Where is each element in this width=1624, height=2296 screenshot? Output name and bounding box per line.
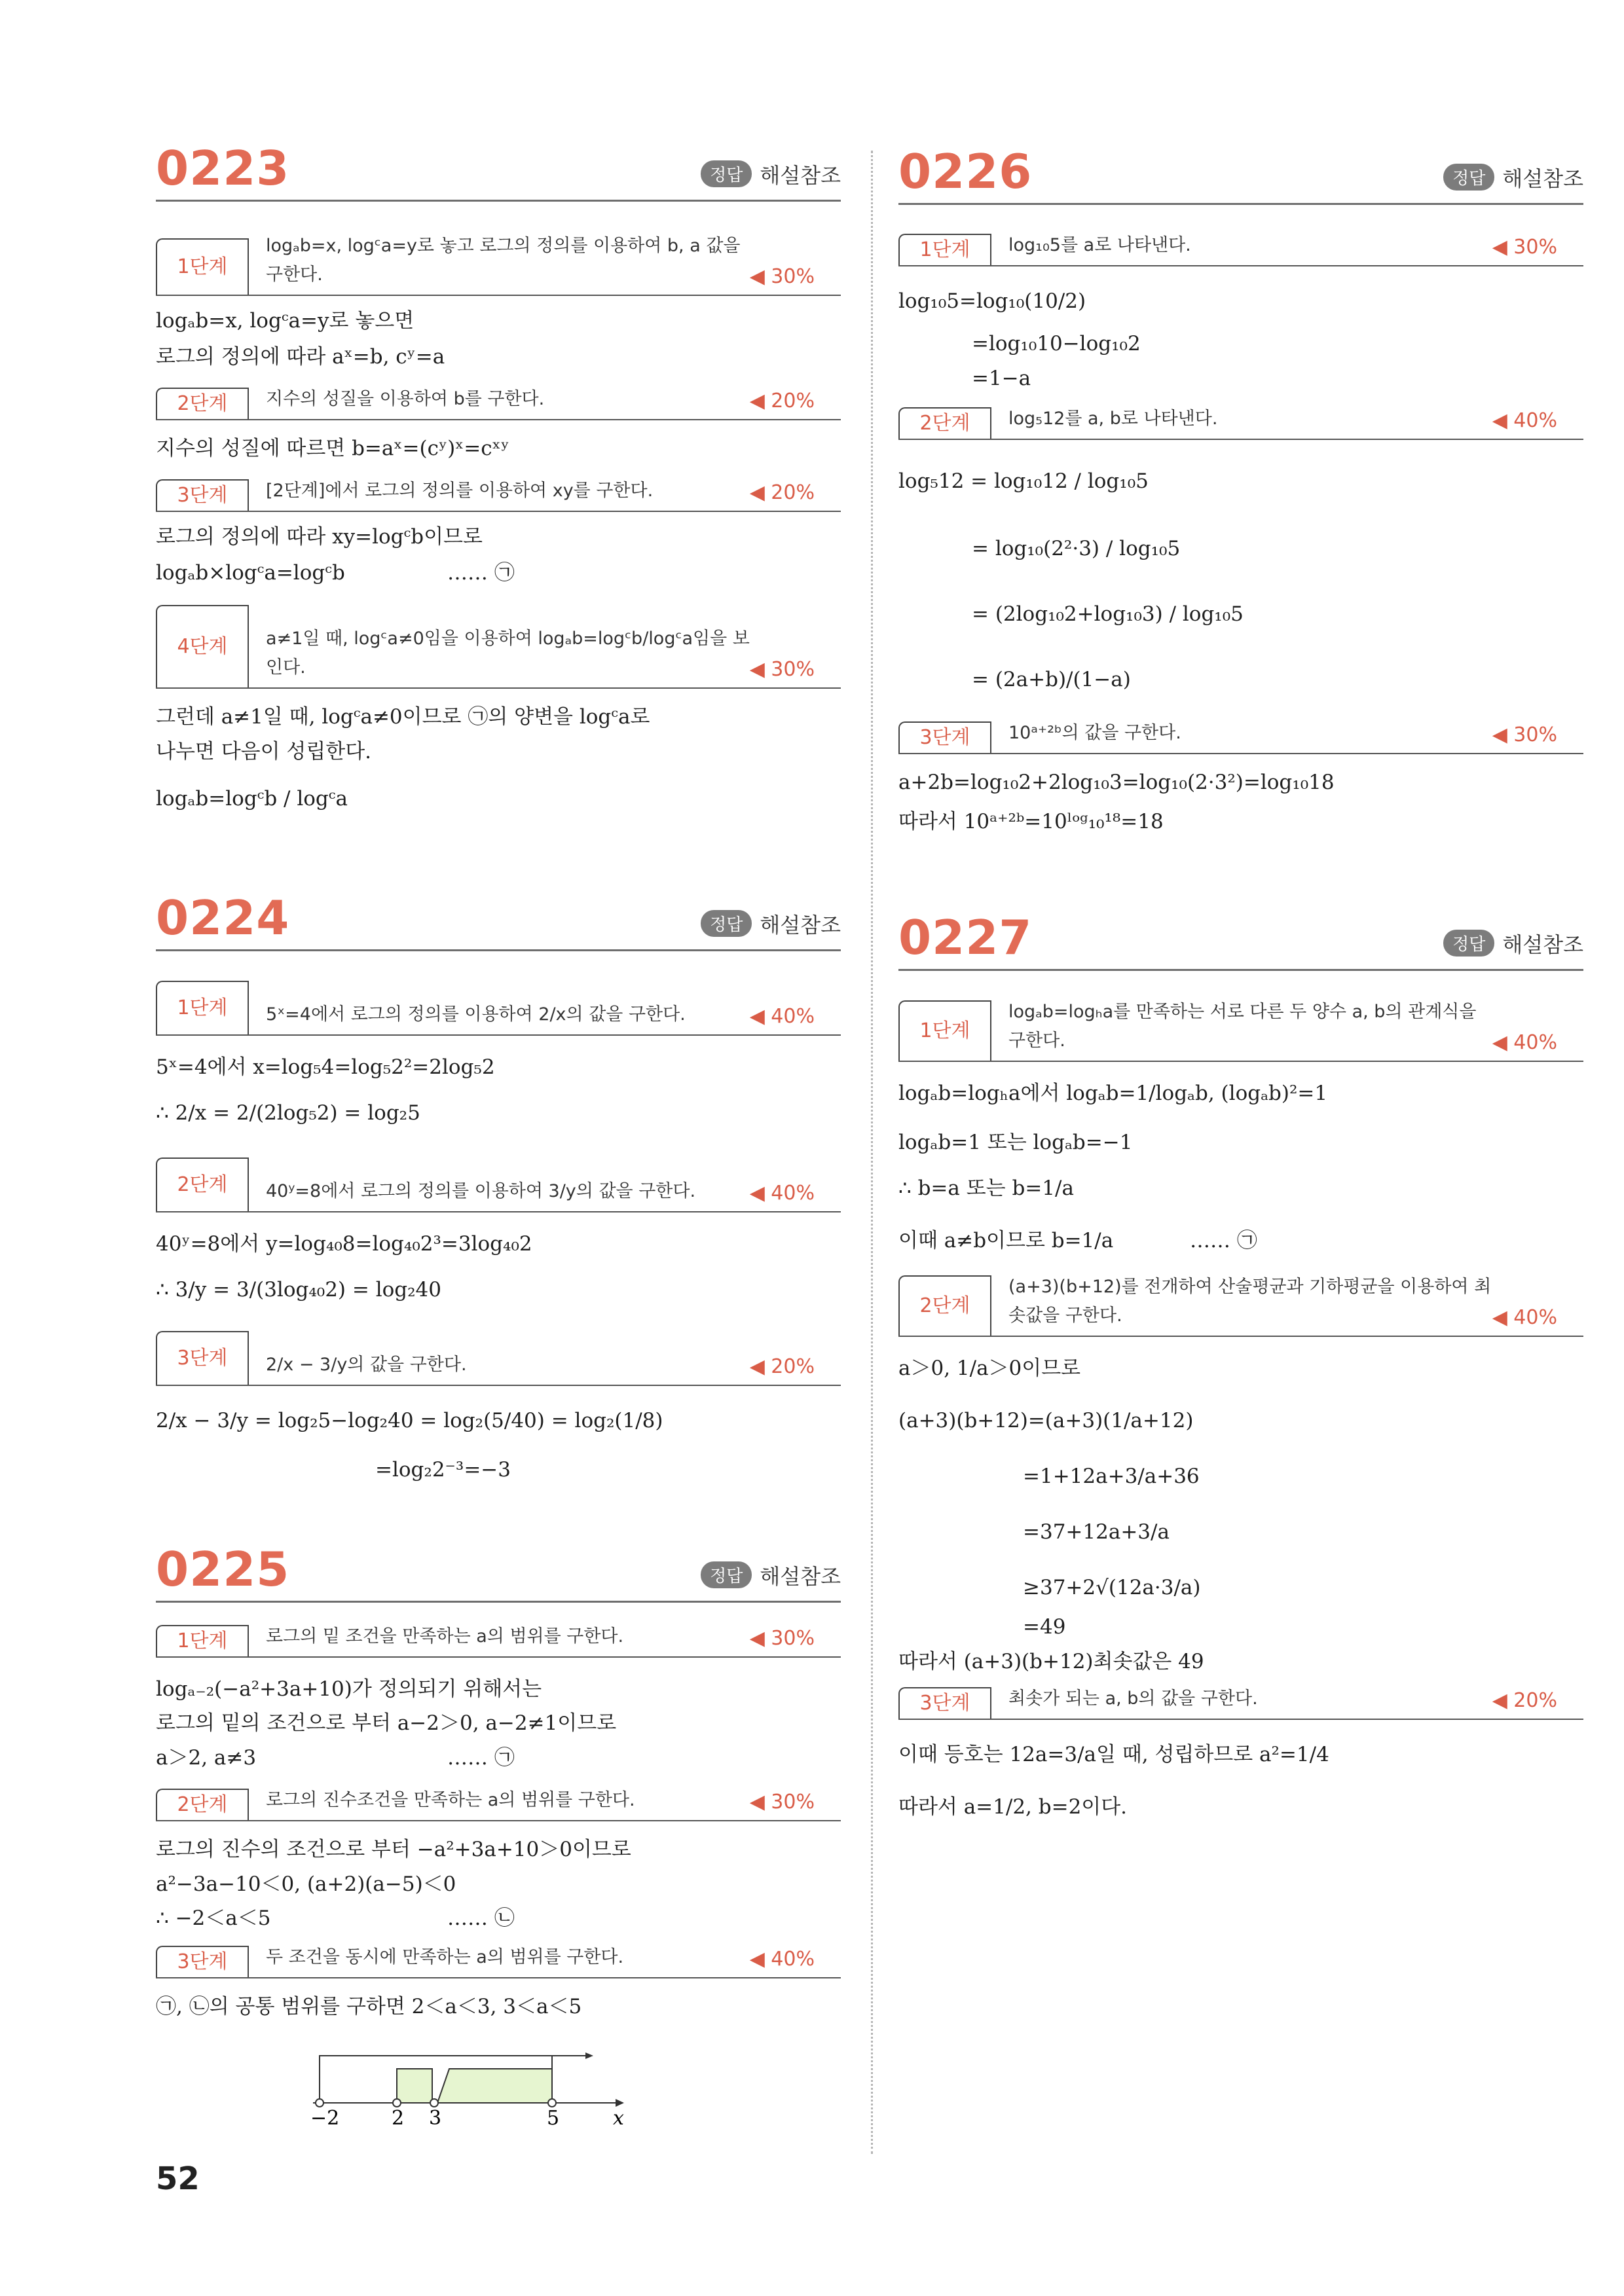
step-0226-2 [898, 406, 1583, 440]
solution-line: ㉠, ㉡의 공통 범위를 구하면 2＜a＜3, 3＜a＜5 [156, 1995, 582, 2018]
step-0224-1 [156, 979, 841, 1036]
step-percent: ◀ 40% [1492, 1031, 1557, 1054]
tick-label: −2 [310, 2107, 340, 2130]
solution-line: 로그의 밑의 조건으로 부터 a−2＞0, a−2≠1이므로 [156, 1711, 617, 1735]
step-description: (a+3)(b+12)를 전개하여 산술평균과 기하평균을 이용하여 최솟값을 구한다. [1008, 1277, 1492, 1326]
step-0224-3 [156, 1329, 841, 1386]
solution-line: logₐb=x, logᶜa=y로 놓으면 [156, 309, 415, 333]
solution-line: 따라서 a=1/2, b=2이다. [898, 1795, 1128, 1819]
solution-line: 이때 등호는 12a=3/a일 때, 성립하므로 a²=1/4 [898, 1743, 1329, 1766]
solution-line: a²−3a−10＜0, (a+2)(a−5)＜0 [156, 1872, 456, 1896]
equation-marker: …… ㉠ [1190, 1229, 1257, 1252]
solution-line: logₐb=1 또는 logₐb=−1 [898, 1131, 1133, 1154]
answer-text: 해설참조 [1502, 932, 1583, 957]
step-label: 2단계 [898, 1275, 991, 1336]
step-percent: ◀ 40% [749, 1182, 815, 1205]
solution-line: 로그의 진수의 조건으로 부터 −a²+3a+10＞0이므로 [156, 1838, 631, 1861]
open-point--2 [316, 2099, 323, 2107]
solution-line: = (2a+b)/(1−a) [972, 668, 1131, 691]
page-number: 52 [156, 2160, 200, 2197]
solution-line: logₐ₋₂(−a²+3a+10)가 정의되기 위해서는 [156, 1677, 542, 1701]
answer-text: 해설참조 [760, 1564, 841, 1589]
solution-line: ∴ 2/x = 2/(2log₅2) = log₂5 [156, 1101, 420, 1125]
step-label: 2단계 [156, 388, 249, 419]
solution-line: ∴ b=a 또는 b=1/a [898, 1176, 1074, 1200]
step-description: a≠1일 때, logᶜa≠0임을 이용하여 logₐb=logᶜb/logᶜa임을 보인다. [266, 629, 750, 678]
step-0223-1 [156, 236, 841, 296]
step-0226-1 [898, 232, 1583, 266]
open-point-3 [430, 2099, 438, 2107]
answer-badge: 정답 [701, 910, 752, 937]
problem-header-0227 [898, 897, 1583, 971]
problem-header-0224 [156, 877, 841, 951]
solution-line: 따라서 (a+3)(b+12)최솟값은 49 [898, 1650, 1204, 1673]
problem-number: 0225 [156, 1542, 290, 1597]
step-percent: ◀ 40% [1492, 409, 1557, 432]
answer-text: 해설참조 [1502, 166, 1583, 191]
solution-line: 그런데 a≠1일 때, logᶜa≠0이므로 ㉠의 양변을 logᶜa로 [156, 705, 650, 729]
answer-badge: 정답 [701, 1561, 752, 1588]
solution-line: ∴ 3/y = 3/(3log₄₀2) = log₂40 [156, 1278, 441, 1302]
equation-marker: …… ㉠ [447, 561, 515, 585]
step-description: [2단계]에서 로그의 정의를 이용하여 xy를 구한다. [266, 481, 654, 501]
step-description: log₁₀5를 a로 나타낸다. [1008, 235, 1191, 255]
solution-line: logₐb×logᶜa=logᶜb [156, 561, 345, 585]
solution-line: 따라서 10ᵃ⁺²ᵇ=10ˡᵒᵍ₁₀¹⁸=18 [898, 810, 1164, 833]
step-0227-3 [898, 1686, 1583, 1720]
answer-badge: 정답 [1443, 164, 1494, 191]
step-description: 40ʸ=8에서 로그의 정의를 이용하여 3/y의 값을 구한다. [266, 1181, 696, 1201]
step-description: 지수의 성질을 이용하여 b를 구한다. [266, 389, 545, 409]
solution-line: log₅12 = log₁₀12 / log₁₀5 [898, 469, 1149, 493]
solution-line: a＞2, a≠3 [156, 1746, 257, 1770]
step-0225-3 [156, 1944, 841, 1978]
solution-line: a+2b=log₁₀2+2log₁₀3=log₁₀(2·3²)=log₁₀18 [898, 771, 1335, 794]
problem-number: 0226 [898, 144, 1033, 199]
step-percent: ◀ 40% [1492, 1306, 1557, 1329]
step-description: logₐb=x, logᶜa=y로 놓고 로그의 정의를 이용하여 b, a 값을 구한다. [266, 236, 741, 285]
step-percent: ◀ 40% [749, 1948, 815, 1971]
step-description: logₐb=logₕa를 만족하는 서로 다른 두 양수 a, b의 관계식을 구한다. [1008, 1002, 1477, 1051]
axis-label: x [613, 2107, 624, 2130]
problem-number: 0224 [156, 890, 290, 945]
solution-line: ∴ −2＜a＜5 [156, 1906, 271, 1930]
solution-line: = log₁₀(2²·3) / log₁₀5 [972, 537, 1181, 560]
step-label: 3단계 [898, 1687, 991, 1719]
step-percent: ◀ 30% [749, 1627, 815, 1650]
answer-tag [701, 909, 841, 939]
solution-line: =log₂2⁻³=−3 [375, 1458, 511, 1482]
solution-line: logₐb=logᶜb / logᶜa [156, 787, 348, 811]
step-percent: ◀ 30% [1492, 723, 1557, 746]
step-label: 3단계 [156, 479, 249, 511]
step-0225-1 [156, 1624, 841, 1658]
step-percent: ◀ 20% [749, 390, 815, 412]
step-description: 두 조건을 동시에 만족하는 a의 범위를 구한다. [266, 1947, 624, 1967]
step-percent: ◀ 30% [749, 1791, 815, 1813]
problem-number: 0227 [898, 910, 1033, 965]
solution-line: =1+12a+3/a+36 [1023, 1465, 1200, 1488]
solution-line: = (2log₁₀2+log₁₀3) / log₁₀5 [972, 602, 1244, 626]
step-label: 3단계 [156, 1331, 249, 1385]
step-percent: ◀ 20% [749, 481, 815, 504]
solution-line: log₁₀5=log₁₀(10/2) [898, 289, 1086, 313]
answer-tag [701, 1560, 841, 1590]
solution-line: 로그의 정의에 따라 aˣ=b, cʸ=a [156, 345, 445, 369]
answer-badge: 정답 [1443, 930, 1494, 957]
step-description: 10ᵃ⁺²ᵇ의 값을 구한다. [1008, 723, 1181, 743]
step-label: 1단계 [156, 1625, 249, 1656]
problem-header-0225 [156, 1529, 841, 1603]
step-label: 3단계 [156, 1946, 249, 1977]
open-point-2 [393, 2099, 401, 2107]
step-label: 2단계 [156, 1789, 249, 1820]
step-0226-3 [898, 720, 1583, 754]
step-description: 로그의 밑 조건을 만족하는 a의 범위를 구한다. [266, 1626, 624, 1647]
step-label: 3단계 [898, 721, 991, 753]
solution-line: a＞0, 1/a＞0이므로 [898, 1357, 1081, 1380]
step-0227-2 [898, 1273, 1583, 1337]
problem-header-0223 [156, 128, 841, 202]
solution-line: 40ʸ=8에서 y=log₄₀8=log₄₀2³=3log₄₀2 [156, 1232, 532, 1256]
solution-line: =1−a [972, 367, 1031, 390]
open-point-5 [548, 2099, 556, 2107]
solution-line: =log₁₀10−log₁₀2 [972, 332, 1141, 355]
column-divider [871, 151, 873, 2154]
shaded-interval-3-5 [437, 2069, 552, 2103]
step-label: 2단계 [156, 1157, 249, 1211]
step-0223-2 [156, 386, 841, 420]
problem-number: 0223 [156, 141, 290, 196]
shaded-interval-2-3 [397, 2069, 432, 2103]
step-description: 2/x − 3/y의 값을 구한다. [266, 1355, 467, 1375]
solution-line: 나누면 다음이 성립한다. [156, 740, 372, 763]
step-description: 최솟가 되는 a, b의 값을 구한다. [1008, 1688, 1258, 1709]
step-0227-1 [898, 998, 1583, 1062]
x-axis-arrow [616, 2099, 624, 2107]
solution-line: 5ˣ=4에서 x=log₅4=log₅2²=2log₅2 [156, 1055, 495, 1079]
tick-label: 3 [429, 2107, 442, 2130]
answer-tag [701, 159, 841, 189]
solution-line: 이때 a≠b이므로 b=1/a [898, 1229, 1114, 1252]
step-label: 1단계 [156, 238, 249, 295]
solution-line: 지수의 성질에 따르면 b=aˣ=(cʸ)ˣ=cˣʸ [156, 437, 509, 460]
step-description: log₅12를 a, b로 나타낸다. [1008, 409, 1218, 429]
tick-label: 2 [392, 2107, 405, 2130]
solution-line: 2/x − 3/y = log₂5−log₂40 = log₂(5/40) = log₂(1/8) [156, 1409, 663, 1432]
problem-header-0226 [898, 131, 1583, 205]
step-percent: ◀ 20% [749, 1355, 815, 1378]
answer-text: 해설참조 [760, 913, 841, 938]
answer-text: 해설참조 [760, 163, 841, 188]
answer-tag [1443, 928, 1583, 958]
step-percent: ◀ 30% [1492, 236, 1557, 259]
step-label: 1단계 [898, 1000, 991, 1061]
step-description: 5ˣ=4에서 로그의 정의를 이용하여 2/x의 값을 구한다. [266, 1004, 686, 1025]
step-0224-2 [156, 1156, 841, 1212]
answer-badge: 정답 [701, 160, 752, 187]
step-0223-4 [156, 602, 841, 689]
solution-line: =49 [1023, 1615, 1066, 1639]
step-percent: ◀ 30% [749, 265, 815, 288]
step-label: 1단계 [898, 234, 991, 265]
equation-marker: …… ㉠ [447, 1746, 515, 1770]
step-percent: ◀ 40% [749, 1005, 815, 1028]
step-0223-3 [156, 478, 841, 512]
step-label: 4단계 [156, 605, 249, 687]
tick-label: 5 [547, 2107, 560, 2130]
solution-line: (a+3)(b+12)=(a+3)(1/a+12) [898, 1409, 1194, 1432]
solution-line: 로그의 정의에 따라 xy=logᶜb이므로 [156, 525, 483, 549]
solution-line: logₐb=logₕa에서 logₐb=1/logₐb, (logₐb)²=1 [898, 1082, 1328, 1105]
solution-line: =37+12a+3/a [1023, 1520, 1170, 1544]
solution-line: ≥37+2√(12a·3/a) [1023, 1576, 1201, 1599]
step-percent: ◀ 20% [1492, 1689, 1557, 1712]
step-percent: ◀ 30% [749, 658, 815, 681]
equation-marker: …… ㉡ [447, 1906, 515, 1930]
step-description: 로그의 진수조건을 만족하는 a의 범위를 구한다. [266, 1790, 635, 1810]
step-label: 2단계 [898, 407, 991, 439]
number-line-diagram [310, 2036, 686, 2130]
range-arrow-head [585, 2052, 593, 2059]
answer-tag [1443, 162, 1583, 192]
step-label: 1단계 [156, 981, 249, 1034]
step-0225-2 [156, 1787, 841, 1821]
